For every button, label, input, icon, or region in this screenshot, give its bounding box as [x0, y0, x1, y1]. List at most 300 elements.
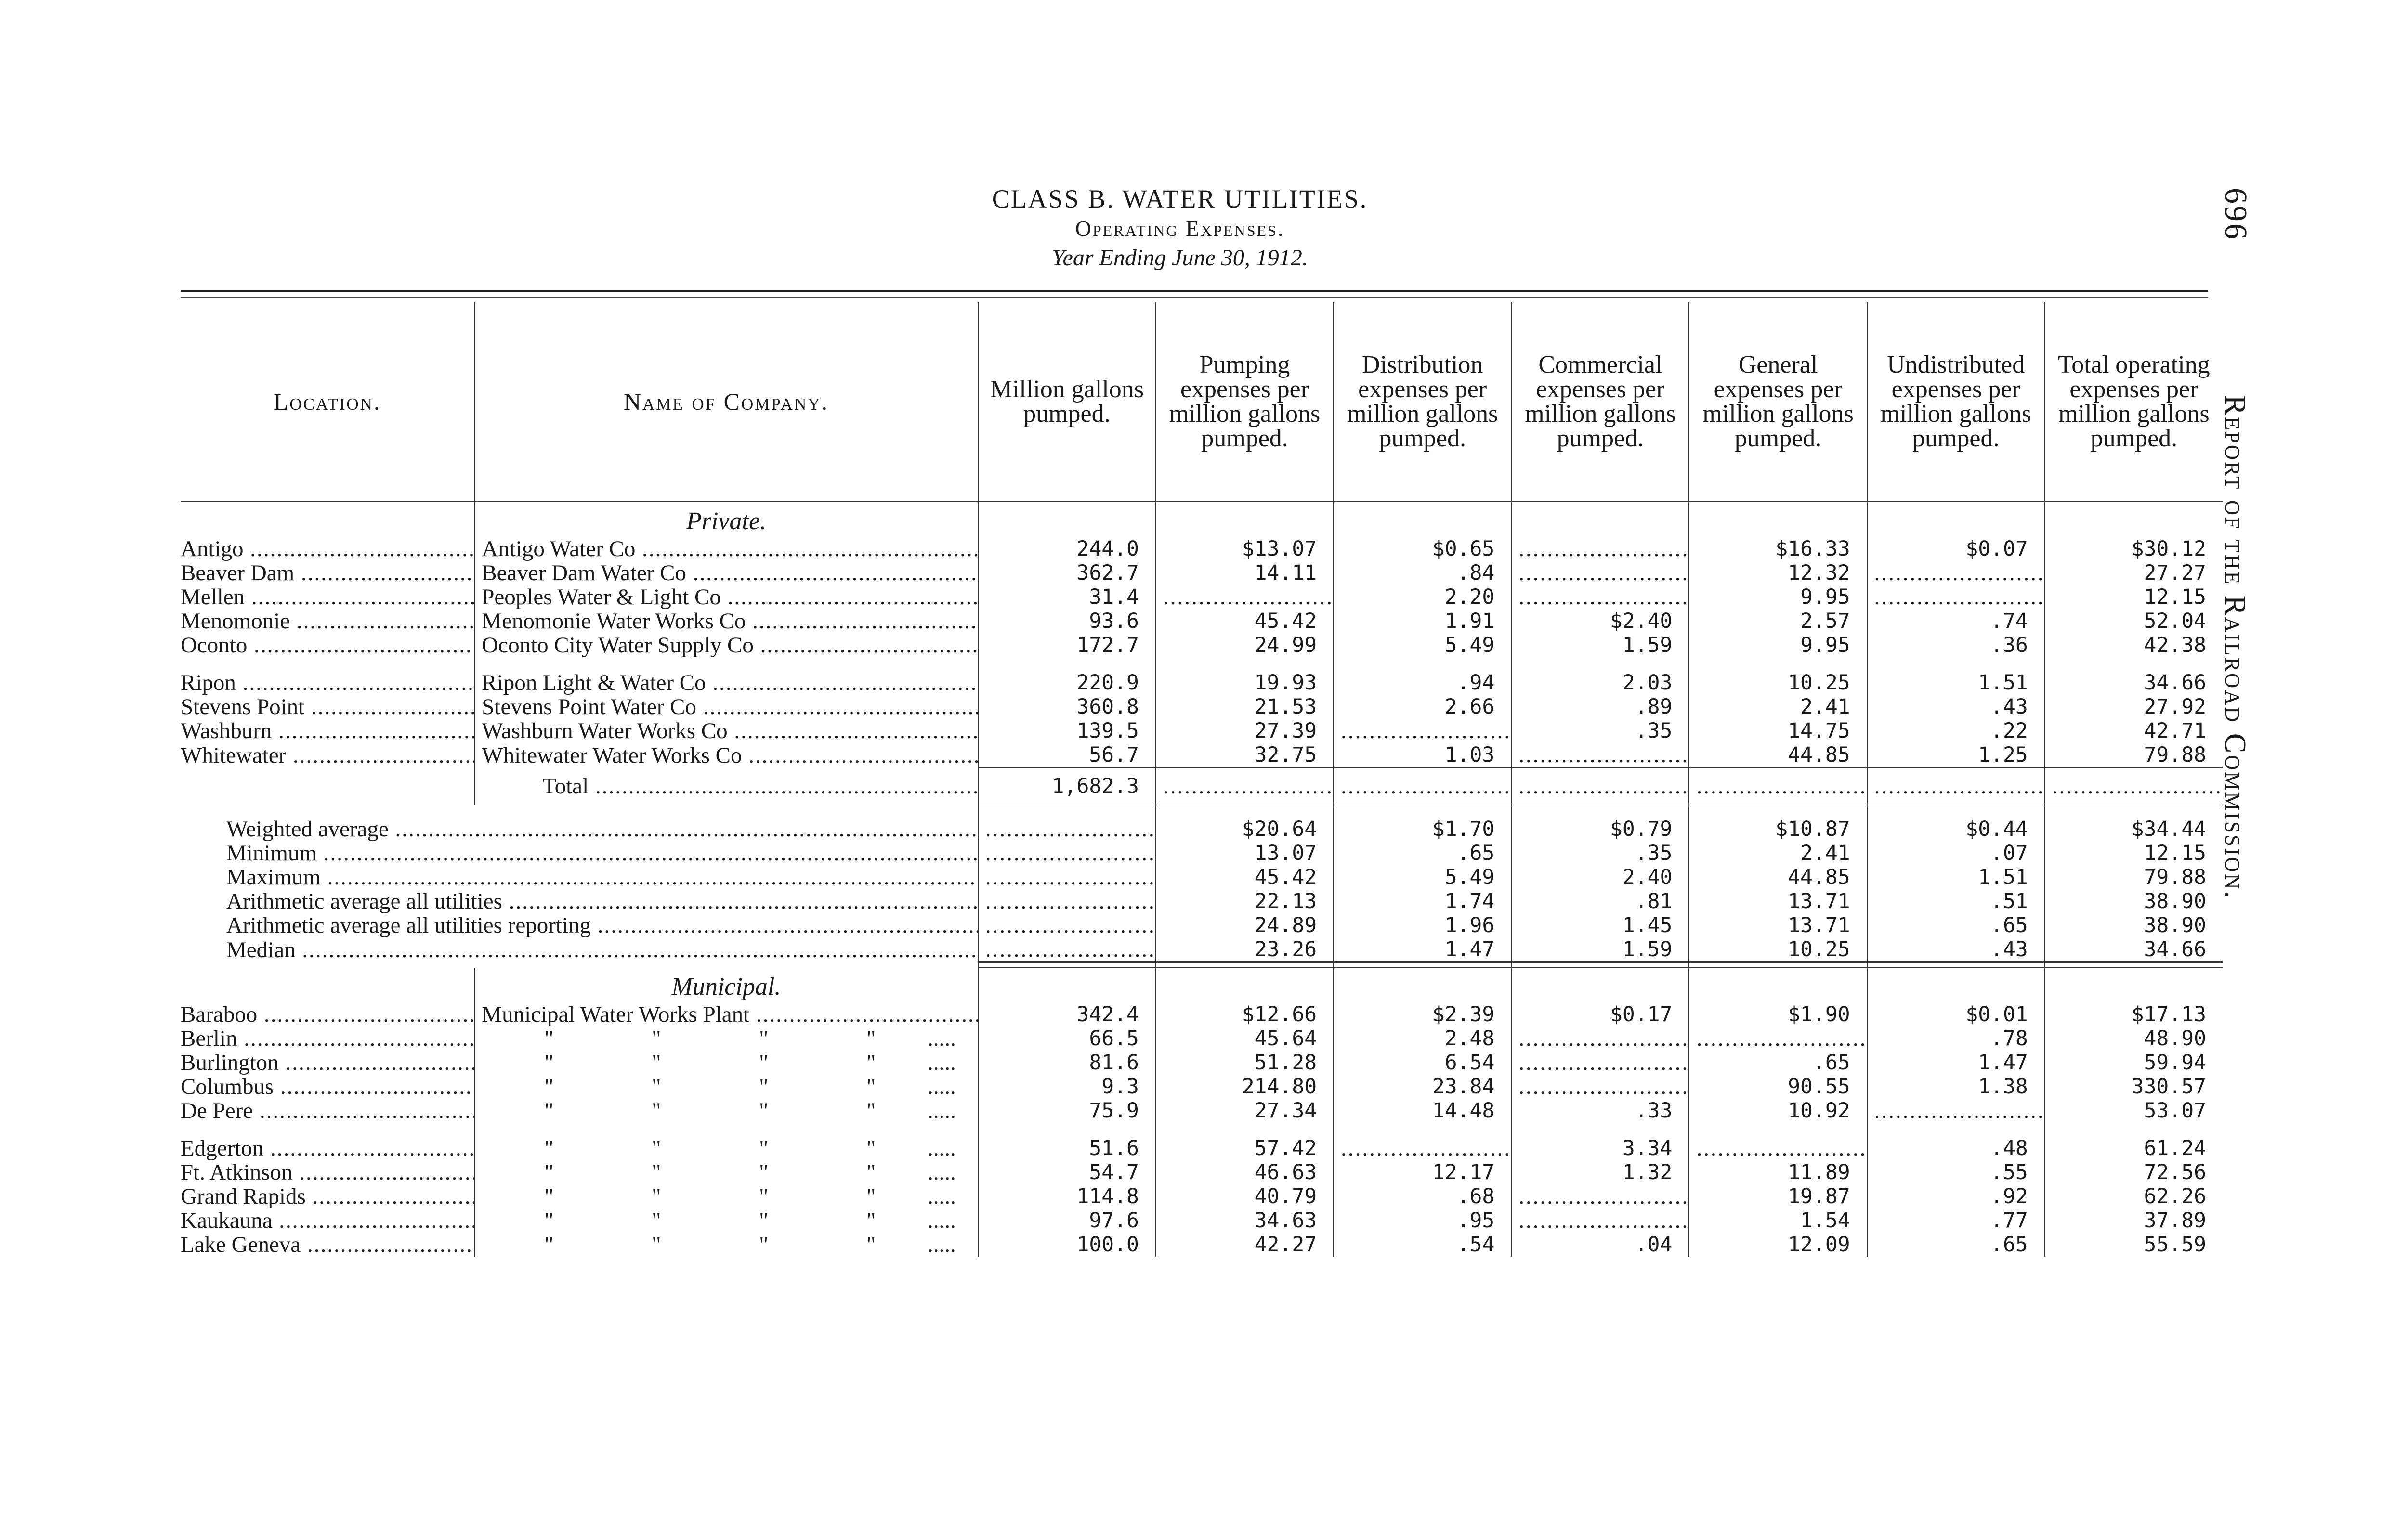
undistributed-cell: .55	[1867, 1160, 2045, 1184]
location-cell	[181, 1160, 474, 1184]
company-ditto-cell	[474, 1026, 978, 1051]
dot-leader: .....	[922, 1232, 956, 1257]
company-ditto-cell	[474, 1160, 978, 1184]
location-cell-text: Mellen .....	[181, 585, 474, 609]
general-stat-cell: 2.41	[1689, 841, 1867, 865]
total-cell: $30.12	[2045, 537, 2223, 561]
empty-value-leader	[978, 889, 1156, 913]
undistributed-cell: $0.01	[1867, 1002, 2045, 1026]
pumping-cell: 24.99	[1156, 633, 1334, 657]
company-ditto-cell	[474, 1233, 978, 1257]
location-cell-text: Washburn .....	[181, 719, 474, 743]
company-cell	[474, 561, 978, 585]
statistic-label-cell	[181, 865, 978, 889]
statistic-row	[181, 841, 2223, 865]
location-cell-text: Antigo .....	[181, 537, 474, 561]
pumping-stat-cell: 13.07	[1156, 841, 1334, 865]
pumping-stat-cell: 45.42	[1156, 865, 1334, 889]
empty-value-leader	[1511, 1051, 1689, 1075]
pumping-cell: 27.39	[1156, 719, 1334, 743]
section-label-private: Private.	[474, 502, 978, 537]
company-cell	[474, 609, 978, 633]
million-gallons-cell: 362.7	[978, 561, 1156, 585]
dot-leader	[1163, 774, 1334, 799]
dot-leader	[1696, 774, 1867, 799]
table-row	[181, 1136, 2223, 1160]
general-cell: 10.92	[1689, 1099, 1867, 1123]
empty-value-leader	[978, 913, 1156, 937]
total-cell: 53.07	[2045, 1099, 2223, 1123]
dot-leader	[1518, 585, 1689, 609]
table-subtitle: Operating Expenses.	[1075, 216, 1285, 241]
general-cell: 10.25	[1689, 671, 1867, 695]
company-cell	[474, 1002, 978, 1026]
total-stat-cell: 38.90	[2045, 913, 2223, 937]
statistic-row	[181, 913, 2223, 937]
million-gallons-cell: 114.8	[978, 1184, 1156, 1208]
undistributed-cell: 1.25	[1867, 743, 2045, 767]
company-cell	[474, 695, 978, 719]
empty-value-leader	[1511, 1075, 1689, 1099]
section-header-private	[181, 502, 2223, 537]
empty-value-leader	[978, 937, 1156, 962]
column-header-general: General expenses per million gallons pumped.	[1689, 302, 1867, 502]
total-cell: 42.71	[2045, 719, 2223, 743]
distribution-cell: 2.48	[1334, 1026, 1511, 1051]
location-cell	[181, 609, 474, 633]
distribution-cell: .84	[1334, 561, 1511, 585]
dot-leader	[1163, 585, 1334, 609]
general-cell: 12.09	[1689, 1233, 1867, 1257]
dot-leader	[985, 889, 1156, 913]
distribution-cell: 2.20	[1334, 585, 1511, 609]
total-cell: 72.56	[2045, 1160, 2223, 1184]
dot-leader: .....	[922, 1160, 956, 1184]
dot-leader	[985, 865, 1156, 889]
empty-value-leader	[1867, 585, 2045, 609]
ditto-marks: " " " "	[544, 1232, 922, 1257]
dot-leader	[1696, 1026, 1867, 1051]
undistributed-cell: .74	[1867, 609, 2045, 633]
location-cell	[181, 633, 474, 657]
general-cell: 90.55	[1689, 1075, 1867, 1099]
column-header-pumping: Pumping expenses per million gallons pumped.	[1156, 302, 1334, 502]
company-cell-text: Stevens Point Water Co .....	[482, 695, 978, 719]
ditto-marks: " " " "	[544, 1098, 922, 1123]
pumping-cell: 57.42	[1156, 1136, 1334, 1160]
location-cell-text: Ft. Atkinson .....	[181, 1160, 474, 1184]
statistic-label: Weighted average .....	[226, 817, 978, 842]
table-row	[181, 1184, 2223, 1208]
page-header	[0, 183, 2398, 273]
table-row	[181, 609, 2223, 633]
empty-value-leader	[978, 805, 1156, 841]
empty-value-leader	[1334, 1136, 1511, 1160]
empty-value-leader	[1156, 767, 1334, 805]
total-stat-cell: $34.44	[2045, 805, 2223, 841]
pumping-cell: 21.53	[1156, 695, 1334, 719]
undistributed-cell: $0.07	[1867, 537, 2045, 561]
location-cell-text: Oconto .....	[181, 633, 474, 657]
undistributed-cell: 1.38	[1867, 1075, 2045, 1099]
total-cell: 34.66	[2045, 671, 2223, 695]
distribution-stat-cell: $1.70	[1334, 805, 1511, 841]
ditto-marks: " " " "	[544, 1208, 922, 1233]
empty-value-leader	[1689, 1136, 1867, 1160]
location-cell-text: Grand Rapids .....	[181, 1184, 474, 1208]
distribution-stat-cell: 1.47	[1334, 937, 1511, 962]
commercial-stat-cell: 2.40	[1511, 865, 1689, 889]
undistributed-cell: .78	[1867, 1026, 2045, 1051]
dot-leader	[2052, 774, 2223, 799]
ditto-marks: " " " "	[544, 1136, 922, 1160]
table-row	[181, 1051, 2223, 1075]
distribution-cell: 23.84	[1334, 1075, 1511, 1099]
distribution-cell: 6.54	[1334, 1051, 1511, 1075]
statistic-label-cell	[181, 937, 978, 962]
commercial-cell: 3.34	[1511, 1136, 1689, 1160]
dot-leader: .....	[922, 1074, 956, 1099]
general-cell: $1.90	[1689, 1002, 1867, 1026]
ditto-marks: " " " "	[544, 1160, 922, 1184]
total-cell: 61.24	[2045, 1136, 2223, 1160]
total-cell: 42.38	[2045, 633, 2223, 657]
commercial-stat-cell: .35	[1511, 841, 1689, 865]
commercial-cell: .04	[1511, 1233, 1689, 1257]
company-cell-text: Washburn Water Works Co .....	[482, 719, 978, 743]
commercial-cell: .89	[1511, 695, 1689, 719]
million-gallons-cell: 56.7	[978, 743, 1156, 767]
table-row	[181, 671, 2223, 695]
location-cell-text: Lake Geneva .....	[181, 1233, 474, 1257]
undistributed-stat-cell: .65	[1867, 913, 2045, 937]
commercial-cell: .33	[1511, 1099, 1689, 1123]
million-gallons-cell: 97.6	[978, 1208, 1156, 1233]
location-cell	[181, 537, 474, 561]
million-gallons-cell: 172.7	[978, 633, 1156, 657]
company-cell-text: Whitewater Water Works Co .....	[482, 743, 978, 767]
million-gallons-cell: 54.7	[978, 1160, 1156, 1184]
general-stat-cell: 10.25	[1689, 937, 1867, 962]
dot-leader	[1518, 1184, 1689, 1208]
distribution-stat-cell: .65	[1334, 841, 1511, 865]
ditto-marks: " " " "	[544, 1050, 922, 1075]
empty-value-leader	[1511, 1208, 1689, 1233]
location-cell	[181, 719, 474, 743]
empty-value-leader	[1511, 743, 1689, 767]
total-gallons-cell: 1,682.3	[978, 767, 1156, 805]
general-cell: 19.87	[1689, 1184, 1867, 1208]
empty-value-leader	[1156, 585, 1334, 609]
commercial-stat-cell: $0.79	[1511, 805, 1689, 841]
million-gallons-cell: 244.0	[978, 537, 1156, 561]
distribution-cell: 14.48	[1334, 1099, 1511, 1123]
undistributed-stat-cell: $0.44	[1867, 805, 2045, 841]
pumping-cell: 45.42	[1156, 609, 1334, 633]
location-cell	[181, 1026, 474, 1051]
empty-value-leader	[1511, 561, 1689, 585]
municipal-section	[181, 968, 2223, 1257]
table-row	[181, 1233, 2223, 1257]
company-cell-text: Menomonie Water Works Co .....	[482, 609, 978, 633]
distribution-cell: 1.03	[1334, 743, 1511, 767]
distribution-cell: 12.17	[1334, 1160, 1511, 1184]
column-header-company: Name of Company.	[474, 302, 978, 502]
general-cell: 9.95	[1689, 633, 1867, 657]
statistic-row	[181, 937, 2223, 962]
operating-expenses-table	[181, 302, 2223, 1257]
empty-value-leader	[1867, 561, 2045, 585]
group-spacer	[181, 657, 2223, 671]
page-number: 696	[2218, 188, 2253, 241]
empty-value-leader	[1334, 767, 1511, 805]
general-stat-cell: $10.87	[1689, 805, 1867, 841]
pumping-stat-cell: 22.13	[1156, 889, 1334, 913]
general-cell: 44.85	[1689, 743, 1867, 767]
empty-value-leader	[1867, 767, 2045, 805]
general-cell: 11.89	[1689, 1160, 1867, 1184]
distribution-cell: 1.91	[1334, 609, 1511, 633]
company-ditto-cell	[474, 1208, 978, 1233]
commercial-cell: 1.59	[1511, 633, 1689, 657]
undistributed-cell: 1.51	[1867, 671, 2045, 695]
pumping-cell: 32.75	[1156, 743, 1334, 767]
undistributed-stat-cell: 1.51	[1867, 865, 2045, 889]
table-row	[181, 1208, 2223, 1233]
distribution-cell: 5.49	[1334, 633, 1511, 657]
total-location-blank	[181, 767, 474, 805]
company-cell	[474, 585, 978, 609]
million-gallons-cell: 9.3	[978, 1075, 1156, 1099]
section-divider	[181, 962, 2223, 968]
pumping-cell: 51.28	[1156, 1051, 1334, 1075]
dot-leader	[1341, 774, 1511, 799]
dot-leader	[1874, 585, 2045, 609]
statistic-label: Maximum .....	[226, 865, 978, 889]
report-title: Report of the Railroad Commission.	[2219, 395, 2251, 900]
distribution-cell: .54	[1334, 1233, 1511, 1257]
location-cell	[181, 743, 474, 767]
location-cell-text: Beaver Dam .....	[181, 561, 474, 585]
undistributed-stat-cell: .51	[1867, 889, 2045, 913]
location-cell-text: Stevens Point .....	[181, 695, 474, 719]
commercial-cell: $0.17	[1511, 1002, 1689, 1026]
commercial-stat-cell: 1.59	[1511, 937, 1689, 962]
total-cell: 55.59	[2045, 1233, 2223, 1257]
distribution-cell: .68	[1334, 1184, 1511, 1208]
dot-leader	[1518, 1026, 1689, 1051]
column-header-location: Location.	[181, 302, 474, 502]
total-label: Total .....	[542, 774, 978, 799]
pumping-cell: 19.93	[1156, 671, 1334, 695]
undistributed-stat-cell: .07	[1867, 841, 2045, 865]
dot-leader	[985, 913, 1156, 937]
company-cell	[474, 633, 978, 657]
statistic-label: Arithmetic average all utilities reporting .....	[226, 913, 978, 937]
total-stat-cell: 79.88	[2045, 865, 2223, 889]
company-cell-text: Beaver Dam Water Co .....	[482, 561, 978, 585]
million-gallons-cell: 139.5	[978, 719, 1156, 743]
company-cell-text: Ripon Light & Water Co .....	[482, 671, 978, 695]
dot-leader	[985, 841, 1156, 865]
empty-value-leader	[1511, 767, 1689, 805]
location-cell	[181, 1002, 474, 1026]
header-rule-thin	[181, 297, 2208, 298]
total-cell: 79.88	[2045, 743, 2223, 767]
general-cell: 2.41	[1689, 695, 1867, 719]
general-stat-cell: 13.71	[1689, 889, 1867, 913]
statistic-label-cell	[181, 805, 978, 841]
table-row	[181, 1002, 2223, 1026]
company-cell-text: Oconto City Water Supply Co .....	[482, 633, 978, 657]
undistributed-cell: .48	[1867, 1136, 2045, 1160]
column-header-total-operating: Total operating expenses per million gallons pumped.	[2045, 302, 2223, 502]
private-section	[181, 502, 2223, 805]
company-cell	[474, 719, 978, 743]
column-header-million-gallons: Million gallons pumped.	[978, 302, 1156, 502]
statistic-label: Arithmetic average all utilities .....	[226, 889, 978, 913]
empty-value-leader	[1334, 719, 1511, 743]
million-gallons-cell: 51.6	[978, 1136, 1156, 1160]
empty-value-leader	[978, 865, 1156, 889]
statistic-row	[181, 805, 2223, 841]
class-title: CLASS B. WATER UTILITIES.	[992, 184, 1368, 213]
table-row	[181, 1099, 2223, 1123]
total-cell: 62.26	[2045, 1184, 2223, 1208]
general-cell: .65	[1689, 1051, 1867, 1075]
dot-leader	[1518, 1075, 1689, 1099]
location-cell-text: Whitewater .....	[181, 743, 474, 767]
total-cell: 52.04	[2045, 609, 2223, 633]
commercial-cell: .35	[1511, 719, 1689, 743]
company-cell-text: Municipal Water Works Plant .....	[482, 1002, 978, 1026]
table-row	[181, 743, 2223, 767]
company-cell-text: Antigo Water Co .....	[482, 537, 978, 561]
pumping-cell: 214.80	[1156, 1075, 1334, 1099]
location-cell-text: Baraboo .....	[181, 1002, 474, 1026]
empty-value-leader	[1511, 1184, 1689, 1208]
location-cell	[181, 695, 474, 719]
empty-value-leader	[1867, 1099, 2045, 1123]
ditto-marks: " " " "	[544, 1074, 922, 1099]
location-cell	[181, 1075, 474, 1099]
year-caption: Year Ending June 30, 1912.	[1052, 245, 1308, 271]
total-stat-cell: 38.90	[2045, 889, 2223, 913]
total-cell: 59.94	[2045, 1051, 2223, 1075]
total-stat-cell: 34.66	[2045, 937, 2223, 962]
total-cell: 37.89	[2045, 1208, 2223, 1233]
table-row	[181, 585, 2223, 609]
table-row	[181, 695, 2223, 719]
pumping-cell: 42.27	[1156, 1233, 1334, 1257]
commercial-cell: $2.40	[1511, 609, 1689, 633]
location-cell	[181, 585, 474, 609]
pumping-cell: $12.66	[1156, 1002, 1334, 1026]
dot-leader: .....	[922, 1026, 956, 1051]
distribution-cell: $2.39	[1334, 1002, 1511, 1026]
location-cell	[181, 1208, 474, 1233]
general-cell: 1.54	[1689, 1208, 1867, 1233]
dot-leader	[1518, 1208, 1689, 1233]
total-cell: $17.13	[2045, 1002, 2223, 1026]
empty-value-leader	[978, 841, 1156, 865]
column-header-undistributed: Undistributed expenses per million gallons pumped.	[1867, 302, 2045, 502]
pumping-stat-cell: $20.64	[1156, 805, 1334, 841]
total-row	[181, 767, 2223, 805]
company-cell-text: Peoples Water & Light Co .....	[482, 585, 978, 609]
empty-value-leader	[2045, 767, 2223, 805]
general-cell: 2.57	[1689, 609, 1867, 633]
distribution-cell: .95	[1334, 1208, 1511, 1233]
dot-leader: .....	[922, 1136, 956, 1160]
million-gallons-cell: 66.5	[978, 1026, 1156, 1051]
ditto-marks: " " " "	[544, 1026, 922, 1051]
undistributed-cell: .43	[1867, 695, 2045, 719]
total-cell: 12.15	[2045, 585, 2223, 609]
location-cell	[181, 561, 474, 585]
distribution-stat-cell: 5.49	[1334, 865, 1511, 889]
location-cell-text: Columbus .....	[181, 1075, 474, 1099]
dot-leader: .....	[922, 1184, 956, 1208]
location-cell-text: Berlin .....	[181, 1026, 474, 1051]
total-label-cell	[474, 767, 978, 805]
statistic-row	[181, 889, 2223, 913]
table-row	[181, 561, 2223, 585]
pumping-stat-cell: 24.89	[1156, 913, 1334, 937]
dot-leader	[1874, 561, 2045, 585]
dot-leader: .....	[922, 1208, 956, 1233]
total-cell: 330.57	[2045, 1075, 2223, 1099]
table-row	[181, 1075, 2223, 1099]
million-gallons-cell: 342.4	[978, 1002, 1156, 1026]
statistic-label: Minimum .....	[226, 841, 978, 865]
dot-leader	[1518, 561, 1689, 585]
million-gallons-cell: 75.9	[978, 1099, 1156, 1123]
location-cell-text: Menomonie .....	[181, 609, 474, 633]
table-row	[181, 1160, 2223, 1184]
million-gallons-cell: 81.6	[978, 1051, 1156, 1075]
pumping-cell: $13.07	[1156, 537, 1334, 561]
pumping-cell: 40.79	[1156, 1184, 1334, 1208]
million-gallons-cell: 31.4	[978, 585, 1156, 609]
million-gallons-cell: 220.9	[978, 671, 1156, 695]
table-row	[181, 633, 2223, 657]
group-spacer	[181, 1123, 2223, 1136]
location-cell-text: Kaukauna .....	[181, 1208, 474, 1233]
company-ditto-cell	[474, 1136, 978, 1160]
total-cell: 48.90	[2045, 1026, 2223, 1051]
pumping-stat-cell: 23.26	[1156, 937, 1334, 962]
undistributed-cell: .77	[1867, 1208, 2045, 1233]
empty-value-leader	[1511, 537, 1689, 561]
commercial-stat-cell: 1.45	[1511, 913, 1689, 937]
empty-value-leader	[1511, 1026, 1689, 1051]
dot-leader	[985, 937, 1156, 962]
undistributed-cell: .36	[1867, 633, 2045, 657]
statistic-label-cell	[181, 913, 978, 937]
location-cell	[181, 1136, 474, 1160]
distribution-cell: .94	[1334, 671, 1511, 695]
distribution-cell: $0.65	[1334, 537, 1511, 561]
total-cell: 27.27	[2045, 561, 2223, 585]
dot-leader	[1341, 719, 1511, 743]
total-stat-cell: 12.15	[2045, 841, 2223, 865]
company-cell	[474, 743, 978, 767]
dot-leader	[1518, 774, 1689, 799]
section-label-municipal: Municipal.	[474, 968, 978, 1002]
general-stat-cell: 44.85	[1689, 865, 1867, 889]
total-cell: 27.92	[2045, 695, 2223, 719]
